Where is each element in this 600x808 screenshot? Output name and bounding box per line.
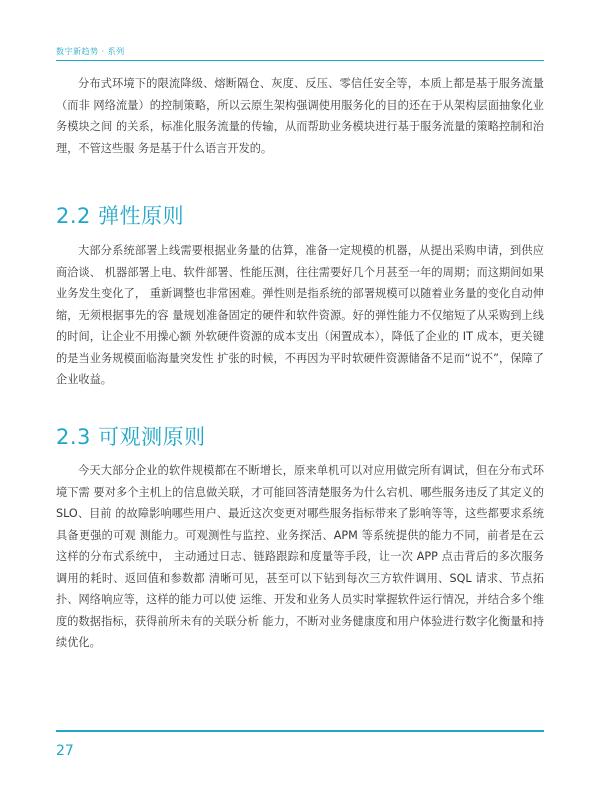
section-title-observability: 2.3 可观测原则 [56,425,206,449]
section-title-elasticity: 2.2 弹性原则 [56,204,185,228]
series-header: 数字新趋势 · 系列 [56,47,125,56]
paragraph-observability: 今天大部分企业的软件规模都在不断增长，原来单机可以对应用做完所有调试，但在分布式环境下需 要对多个主机上的信息做关联，才可能回答清楚服务为什么宕机、哪些服务违反了其定义的 SLO、目前 的故障影响哪些用户、最近这次变更对哪些服务指标带来了影响等等，这些都要求系统具备更强的可观 测能力。可观测性与监控、业务探活、APM 等系统提供的能力不同，前者是在云这样的分布式系统中， 主动通过日志、链路跟踪和度量等手段，让一次 APP 点击背后的多次服务调用的耗时、返回值和参数都 清晰可见，甚至可以下钻到每次三方软件调用、SQL 请求、节点拓扑、网络响应等，这样的能力可以使 运维、开发和业务人员实时掌握软件运行情况，并结合多个维度的数据指标，获得前所未有的关联分析 能力，不断对业务健康度和用户体验进行数字化衡量和持续优化。 [56,464,544,649]
paragraph-service-traffic: 分布式环境下的限流降级、熔断隔仓、灰度、反压、零信任安全等，本质上都是基于服务流量（而非 网络流量）的控制策略，所以云原生架构强调使用服务化的目的还在于从架构层面抽象化业务模块之间 的关系，标准化服务流量的传输，从而帮助业务模块进行基于服务流量的策略控制和治理，不管这些服 务是基于什么语言开发的。 [56,77,544,155]
footer-divider [56,730,544,732]
page-number: 27 [56,743,74,759]
header-divider [56,60,544,61]
paragraph-elasticity: 大部分系统部署上线需要根据业务量的估算，准备一定规模的机器，从提出采购申请，到供应商洽谈、 机器部署上电、软件部署、性能压测，往往需要好几个月甚至一年的周期；而这期间如果业务发生变化了， 重新调整也非常困难。弹性则是指系统的部署规模可以随着业务量的变化自动伸缩，无须根据事先的容 量规划准备固定的硬件和软件资源。好的弹性能力不仅缩短了从采购到上线的时间，让企业不用操心额 外软硬件资源的成本支出（闲置成本），降低了企业的 IT 成本，更关键的是当业务规模面临海量突发性 扩张的时候，不再因为平时软硬件资源储备不足而“说不”，保障了企业收益。 [56,244,544,386]
